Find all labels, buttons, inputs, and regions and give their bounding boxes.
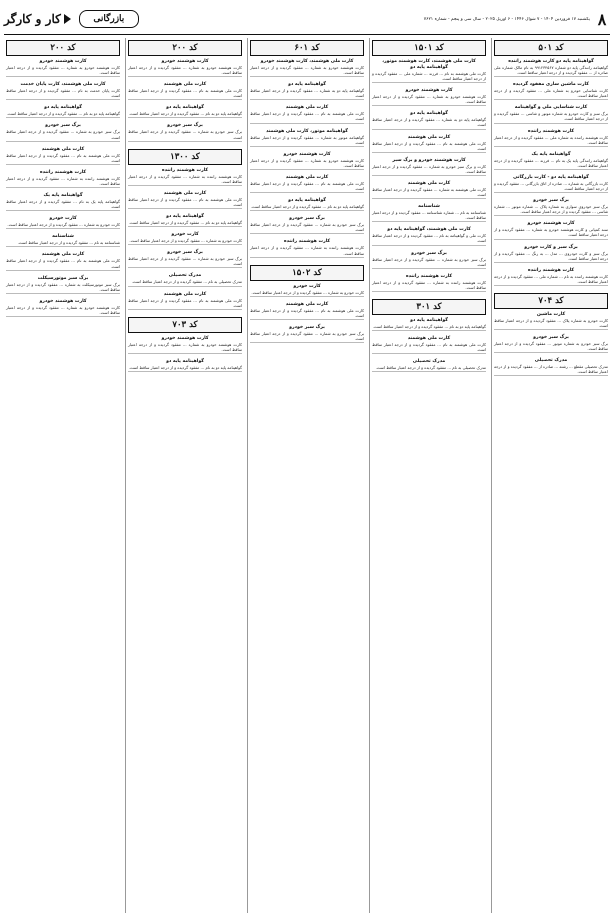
ad-title: برگ سبز خودرو bbox=[533, 335, 569, 341]
ad-body: برگ سبز خودرو به شماره ... مفقود گردیده و از درجه اعتبار ساقط است. bbox=[250, 330, 364, 341]
ad-body: مدرک تحصیلی به نام ... مفقود گردیده و از درجه اعتبار ساقط است. bbox=[375, 365, 486, 371]
category-code-box: کد ۶۰۱ bbox=[250, 40, 364, 56]
ad-divider bbox=[250, 319, 364, 320]
ad-body: گواهینامه پایه دو به نام ... مفقود گردیده و از درجه اعتبار ساقط است. bbox=[250, 204, 364, 210]
category-code-box: کد ۱۳۰۰ bbox=[128, 149, 242, 165]
ad-title: کارت ملی هوشمند bbox=[285, 301, 329, 307]
ad-title: برگ سبز خودرو bbox=[411, 250, 447, 256]
ad-title: کارت ملی هوشمند bbox=[163, 82, 207, 88]
classified-ad bbox=[6, 234, 120, 249]
ad-body: کارت هوشمند خودرو به شماره ... مفقود گردیده و از درجه اعتبار ساقط است. bbox=[128, 65, 242, 76]
ad-body: کارت هوشمند خودرو به شماره ... مفقود گردیده و از درجه اعتبار ساقط است. bbox=[128, 341, 242, 352]
ad-divider bbox=[250, 76, 364, 77]
classified-ad bbox=[6, 147, 120, 167]
ad-divider bbox=[250, 146, 364, 147]
ad-title: گواهینامه پایه دو bbox=[410, 317, 448, 323]
ad-body: کارت هوشمند خودرو به شماره ... مفقود گردیده و از درجه اعتبار ساقط است. bbox=[6, 65, 120, 76]
classified-ad bbox=[494, 335, 608, 355]
classified-ad bbox=[128, 250, 242, 270]
classified-ad bbox=[128, 214, 242, 229]
ad-title: برگ سبز خودرو bbox=[167, 250, 203, 256]
ad-divider bbox=[250, 257, 364, 258]
ad-body: کارت هوشمند خودرو به شماره ... مفقود گردیده و از درجه اعتبار ساقط است. bbox=[250, 157, 364, 168]
ad-title: گواهینامه پایه دو کارت هوشمند راننده bbox=[508, 59, 594, 64]
ad-title: گواهینامه پایه دو - کارت بازرگانی bbox=[513, 174, 589, 180]
ad-body: گواهینامه پایه یک به نام ... مفقود گردیده و از درجه اعتبار ساقط است. bbox=[6, 199, 120, 210]
ad-title: کارت هوشمند راننده bbox=[39, 169, 87, 175]
classified-ad bbox=[6, 299, 120, 319]
ad-divider bbox=[250, 342, 364, 343]
classified-ad bbox=[6, 216, 120, 231]
date-line: یکشنبه ۱۷ فروردین ۱۴۰۴ - ۷ شوال ۱۴۴۶ - ۶ آوریل ۲۰۲۵ - سال سی و پنجم - شماره ۷۶۲۱ bbox=[423, 16, 590, 22]
ad-divider bbox=[494, 329, 608, 330]
category-code-box: کد ۲۰۰ bbox=[128, 40, 242, 56]
ad-body: کارت ملی و گواهینامه به نام ... مفقود گردیده و از درجه اعتبار ساقط است. bbox=[372, 233, 486, 244]
ad-divider bbox=[250, 169, 364, 170]
ad-divider bbox=[128, 117, 242, 118]
ad-title: کارت هوشمند خودرو bbox=[527, 221, 575, 227]
ad-divider bbox=[372, 152, 486, 153]
ad-divider bbox=[6, 210, 120, 211]
ad-title: کارت هوشمند خودرو و برگ سبز bbox=[392, 157, 466, 163]
classified-ad bbox=[6, 252, 120, 272]
ad-body: کارت ملی هوشمند به شماره ... مفقود گردیده و از درجه اعتبار ساقط است. bbox=[372, 186, 486, 198]
classified-ad bbox=[128, 59, 242, 79]
ad-divider bbox=[6, 270, 120, 271]
classified-ad bbox=[372, 59, 486, 85]
ad-body: گواهینامه پایه دو به نام ... مفقود گردیده و از درجه اعتبار ساقط است. bbox=[372, 323, 486, 329]
ad-title: کارت ملی هوشمند bbox=[285, 105, 329, 111]
page-header bbox=[4, 4, 610, 35]
ad-title: کارت هوشمند راننده bbox=[283, 239, 331, 245]
ad-title: گواهینامه پایه دو bbox=[288, 198, 326, 204]
ad-divider bbox=[128, 141, 242, 142]
ad-title: کارت هوشمند راننده bbox=[405, 273, 453, 279]
ad-title: کارت ماشین bbox=[536, 311, 566, 317]
ad-body: کارت ملی هوشمند به نام ... مفقود گردیده و از درجه اعتبار ساقط است. bbox=[6, 152, 120, 163]
classified-ad bbox=[128, 191, 242, 211]
ad-title: گواهینامه پایه دو bbox=[410, 111, 448, 117]
ad-title: مدرک تحصیلی bbox=[168, 273, 202, 279]
classified-ad bbox=[372, 336, 486, 356]
classified-ad bbox=[6, 193, 120, 213]
ad-title: کارت هوشمند خودرو bbox=[405, 88, 453, 94]
ad-title: گواهینامه پایه یک bbox=[531, 151, 571, 157]
ad-body: کارت هوشمند راننده به شماره ... مفقود گردیده و از درجه اعتبار ساقط است. bbox=[250, 245, 364, 256]
ad-divider bbox=[6, 293, 120, 294]
category-code-box: کد ۱۵۰۲ bbox=[250, 265, 364, 281]
ad-body: برگ سبز و کارت خودروی ... مدل ... به رنگ ... مفقود گردیده و از درجه اعتبار ساقط است. bbox=[494, 250, 608, 261]
category-code-box: کد ۲۰۰ bbox=[6, 40, 120, 56]
ad-divider bbox=[372, 82, 486, 83]
ad-divider bbox=[372, 221, 486, 222]
ad-body: کارت هوشمند راننده به شماره ملی ... مفقود گردیده و از درجه اعتبار ساقط است. bbox=[494, 134, 608, 145]
ad-body: گواهینامه پایه دو به نام ... مفقود گردیده و از درجه اعتبار ساقط است. bbox=[128, 364, 242, 370]
page-number: ۸ bbox=[597, 9, 607, 29]
ad-title: کارت ملی هوشمند bbox=[407, 335, 451, 341]
ad-divider bbox=[128, 371, 242, 372]
category-code-box: کد ۱۵۰۱ bbox=[372, 40, 486, 56]
ad-title: کارت ملی هوشمند، کارت پایان خدمت bbox=[20, 82, 106, 88]
ad-divider bbox=[6, 187, 120, 188]
ad-title: برگ سبز خودرو bbox=[45, 123, 81, 129]
ad-divider bbox=[372, 291, 486, 292]
classified-ad bbox=[250, 129, 364, 149]
ad-body: برگ سبز خودرو به شماره ... مفقود گردیده و از درجه اعتبار ساقط است. bbox=[372, 256, 486, 267]
ad-body: کارت خودرو به شماره ... مفقود گردیده و از درجه اعتبار ساقط است. bbox=[7, 222, 120, 228]
ad-title: کارت ملی هوشمند bbox=[285, 174, 329, 180]
classified-ad bbox=[250, 239, 364, 259]
classified-ad bbox=[6, 276, 120, 296]
ad-title: شناسنامه bbox=[52, 234, 74, 240]
ad-divider bbox=[6, 141, 120, 142]
ad-body: برگ سبز خودرو به شماره ... مفقود گردیده و از درجه اعتبار ساقط است. bbox=[250, 222, 364, 233]
ad-body: کارت خودرو به شماره ... مفقود گردیده و از درجه اعتبار ساقط است. bbox=[251, 289, 364, 295]
ad-divider bbox=[6, 246, 120, 247]
ad-divider bbox=[6, 99, 120, 100]
ad-body: کارت هوشمند خودرو به شماره ... مفقود گردیده و از درجه اعتبار ساقط است. bbox=[6, 304, 120, 315]
ad-divider bbox=[494, 375, 608, 376]
category-code-box: کد ۳۰۱ bbox=[372, 299, 486, 315]
ad-body: کارت ملی هوشمند به نام ... مفقود گردیده و از درجه اعتبار ساقط است. bbox=[6, 258, 120, 269]
classified-ad bbox=[372, 111, 486, 131]
ad-body: گواهینامه رانندگی پایه یک به نام ... فرزند ... مفقود گردیده و از درجه اعتبار ساقط است. bbox=[494, 157, 608, 168]
ad-divider bbox=[250, 296, 364, 297]
ad-divider bbox=[494, 99, 608, 100]
ad-body: مدرک تحصیلی به نام ... مفقود گردیده و از درجه اعتبار ساقط است. bbox=[131, 279, 242, 285]
ad-title: کارت هوشمند خودرو bbox=[161, 59, 209, 64]
ad-body: کارت هوشمند راننده به نام ... شماره ملی ... مفقود گردیده و از درجه اعتبار ساقط است. bbox=[494, 273, 608, 284]
ad-body: کارت پایان خدمت به نام ... مفقود گردیده و از درجه اعتبار ساقط است. bbox=[6, 88, 120, 99]
category-code-box: کد ۵۰۱ bbox=[494, 40, 608, 56]
ad-divider bbox=[6, 228, 120, 229]
ad-column bbox=[4, 38, 122, 913]
ad-body: کارت ملی هوشمند به نام ... مفقود گردیده و از درجه اعتبار ساقط است. bbox=[250, 111, 364, 122]
ad-body: برگ سبز موتورسیکلت به شماره ... مفقود گردیده و از درجه اعتبار ساقط است. bbox=[6, 281, 120, 292]
ad-divider bbox=[6, 117, 120, 118]
ad-divider bbox=[372, 330, 486, 331]
ad-title: برگ سبز خودرو bbox=[289, 216, 325, 222]
classified-ad bbox=[250, 325, 364, 345]
ad-body: برگ سبز خودرو به شماره ... مفقود گردیده و از درجه اعتبار ساقط است. bbox=[128, 256, 242, 267]
ad-body: گواهینامه رانندگی پایه دو شماره ۹۹۱۲۳۴۵۶۷ به نام مالک شماره ملی صادره از ... مفقود گردیده و از درجه اعتبار ساقط است. bbox=[494, 65, 608, 76]
ad-title: کارت ملی هوشمند، گواهینامه پایه دو bbox=[387, 227, 471, 233]
ad-divider bbox=[494, 146, 608, 147]
ad-body: برگ سبز و کارت خودرو به شماره موتور و شاسی ... مفقود گردیده و از درجه اعتبار ساقط است. bbox=[494, 111, 608, 122]
ad-body: کارت هوشمند راننده به شماره ... مفقود گردیده و از درجه اعتبار ساقط است. bbox=[372, 279, 486, 290]
classified-ad bbox=[494, 358, 608, 378]
ad-column bbox=[247, 38, 366, 913]
ad-title: کارت خودرو bbox=[171, 232, 199, 238]
classified-ad bbox=[6, 123, 120, 143]
classified-ad bbox=[128, 123, 242, 143]
ad-title: برگ سبز خودرو bbox=[167, 123, 203, 129]
ad-title: کارت ملی هوشمند bbox=[163, 190, 207, 196]
ad-divider bbox=[494, 352, 608, 353]
classified-ad bbox=[6, 105, 120, 120]
ad-body: شناسنامه به نام ... شماره شناسنامه ... مفقود گردیده و از درجه اعتبار ساقط است. bbox=[372, 210, 486, 221]
ad-body: کارت هوشمند خودرو به شماره ... مفقود گردیده و از درجه اعتبار ساقط است. bbox=[372, 94, 486, 105]
ad-body: کارت ملی هوشمند به نام ... مفقود گردیده و از درجه اعتبار ساقط است. bbox=[128, 297, 242, 308]
classified-ad bbox=[494, 59, 608, 79]
ad-divider bbox=[494, 123, 608, 124]
classified-ad bbox=[128, 273, 242, 288]
ad-divider bbox=[250, 99, 364, 100]
ad-title: برگ سبز خودرو bbox=[289, 324, 325, 330]
ad-divider bbox=[494, 285, 608, 286]
classified-ad bbox=[250, 198, 364, 213]
triangle-icon bbox=[64, 14, 71, 24]
ad-body: کارت ملی هوشمند به نام ... مفقود گردیده و از درجه اعتبار ساقط است. bbox=[372, 140, 486, 151]
ad-column bbox=[125, 38, 244, 913]
classified-ad bbox=[494, 198, 608, 218]
ad-body: کارت خودرو به شماره پلاک ... مفقود گردیده و از درجه اعتبار ساقط است. bbox=[494, 317, 608, 328]
ad-divider bbox=[372, 245, 486, 246]
ad-title: کارت ماشین سازی مفقود گردیده bbox=[513, 82, 589, 88]
ad-body: گواهینامه پایه دو به نام ... مفقود گردیده و از درجه اعتبار ساقط است. bbox=[128, 111, 242, 117]
ad-column bbox=[491, 38, 610, 913]
ad-divider bbox=[250, 123, 364, 124]
ad-title: برگ سبز خودرو bbox=[533, 198, 569, 204]
ad-divider bbox=[128, 286, 242, 287]
classified-ad bbox=[128, 292, 242, 312]
ad-body: گواهینامه موتور به شماره ... مفقود گردیده و از درجه اعتبار ساقط است. bbox=[250, 134, 364, 145]
ad-body: برگ سبز خودرو به شماره ... مفقود گردیده و از درجه اعتبار ساقط است. bbox=[6, 129, 120, 140]
ad-title: کارت هوشمند خودرو bbox=[39, 298, 87, 304]
ad-divider bbox=[494, 169, 608, 170]
ad-body: کارت ملی هوشمند به نام ... مفقود گردیده و از درجه اعتبار ساقط است. bbox=[128, 88, 242, 99]
ad-body: گواهینامه پایه دو به شماره ... مفقود گردیده و از درجه اعتبار ساقط است. bbox=[372, 117, 486, 128]
ad-divider bbox=[6, 76, 120, 77]
classified-ad bbox=[372, 359, 486, 374]
ad-title: گواهینامه موتور، کارت ملی هوشمند bbox=[266, 128, 348, 134]
ad-divider bbox=[494, 192, 608, 193]
ad-divider bbox=[6, 164, 120, 165]
ad-body: گواهینامه پایه دو به شماره ... مفقود گردیده و از درجه اعتبار ساقط است. bbox=[250, 88, 364, 99]
classified-ad bbox=[372, 318, 486, 333]
classified-ad bbox=[6, 59, 120, 79]
ad-divider bbox=[372, 198, 486, 199]
ad-body: کارت هوشمند خودرو به شماره ... مفقود گردیده و از درجه اعتبار ساقط است. bbox=[250, 65, 364, 76]
ad-divider bbox=[250, 233, 364, 234]
classified-ad bbox=[494, 221, 608, 241]
ad-divider bbox=[128, 244, 242, 245]
ad-title: گواهینامه پایه دو bbox=[44, 105, 82, 111]
ad-title: شناسنامه bbox=[418, 204, 440, 210]
ad-divider bbox=[372, 268, 486, 269]
ad-title: کارت ملی هوشمند bbox=[41, 146, 85, 152]
classified-ad bbox=[128, 232, 242, 247]
classified-ad bbox=[128, 168, 242, 188]
classified-ad bbox=[250, 59, 364, 79]
ad-body: سند کمپانی و کارت هوشمند خودرو به شماره ... مفقود گردیده و از درجه اعتبار ساقط است. bbox=[494, 227, 608, 238]
ad-body: کارت ملی هوشمند به نام ... مفقود گردیده و از درجه اعتبار ساقط است. bbox=[250, 307, 364, 318]
classified-ad bbox=[372, 251, 486, 271]
ad-divider bbox=[372, 371, 486, 372]
classified-ad bbox=[372, 181, 486, 201]
ad-divider bbox=[372, 129, 486, 130]
ad-title: گواهینامه پایه دو bbox=[166, 214, 204, 220]
classified-ad bbox=[250, 284, 364, 299]
ad-body: کارت ملی هوشمند به نام ... مفقود گردیده و از درجه اعتبار ساقط است. bbox=[250, 180, 364, 192]
classified-ad bbox=[250, 216, 364, 236]
classified-ad bbox=[372, 204, 486, 224]
classified-ad bbox=[372, 274, 486, 294]
ad-body: برگ سبز خودرو به شماره ... مفقود گردیده و از درجه اعتبار ساقط است. bbox=[128, 129, 242, 140]
classified-ad bbox=[250, 82, 364, 102]
classified-ad bbox=[494, 312, 608, 332]
classified-ad bbox=[372, 227, 486, 247]
ad-divider bbox=[128, 267, 242, 268]
ad-body: کارت هوشمند راننده به شماره ... مفقود گردیده و از درجه اعتبار ساقط است. bbox=[128, 173, 242, 184]
ad-body: شناسنامه به نام ... مفقود گردیده و از درجه اعتبار ساقط است. bbox=[17, 240, 120, 246]
ad-title: برگ سبز و کارت خودرو bbox=[524, 244, 578, 250]
classified-ad bbox=[6, 82, 120, 102]
ad-title: کارت خودرو bbox=[293, 283, 321, 289]
ad-divider bbox=[494, 239, 608, 240]
ad-title: کارت ملی هوشمند bbox=[41, 252, 85, 258]
ad-body: برگ سبز خودروی سواری به شماره پلاک ... شماره موتور ... شماره شاسی ... مفقود گردیده و از درجه اعتبار ساقط است. bbox=[494, 204, 608, 215]
ad-divider bbox=[250, 192, 364, 193]
ad-body: کارت ملی هوشمند به نام ... مفقود گردیده و از درجه اعتبار ساقط است. bbox=[128, 196, 242, 207]
classified-ad bbox=[494, 105, 608, 125]
section-heading bbox=[4, 12, 71, 26]
ad-divider bbox=[128, 99, 242, 100]
ad-title: گواهینامه پایه دو bbox=[166, 358, 204, 364]
ad-body: مدرک تحصیلی مقطع ... رشته ... صادره از ... مفقود گردیده و از درجه اعتبار ساقط است. bbox=[494, 364, 608, 375]
ad-title: کارت هوشمند راننده bbox=[527, 128, 575, 134]
ad-title: کارت هوشمند راننده bbox=[527, 267, 575, 273]
ad-title: کارت ملی هوشمند، کارت هوشمند موتور، گواهینامه پایه دو bbox=[382, 59, 476, 70]
ad-body: کارت بازرگانی به شماره ... صادره از اتاق بازرگانی ... مفقود گردیده و از درجه اعتبار ساقط است. bbox=[494, 180, 608, 192]
classified-ad bbox=[494, 129, 608, 149]
ad-body: کارت شناسایی خودرو به شماره ملی ... مفقود گردیده و از درجه اعتبار ساقط است. bbox=[494, 88, 608, 99]
ad-divider bbox=[494, 215, 608, 216]
classified-ad bbox=[494, 245, 608, 265]
ad-title: کارت ملی هوشمند bbox=[163, 291, 207, 297]
classified-ad bbox=[494, 175, 608, 195]
ad-divider bbox=[128, 353, 242, 354]
ad-divider bbox=[128, 185, 242, 186]
classified-ad bbox=[128, 359, 242, 374]
ad-body: برگ سبز خودرو به شماره موتور ... مفقود گردیده و از درجه اعتبار ساقط است. bbox=[494, 341, 608, 352]
classified-ad bbox=[250, 105, 364, 125]
ad-title: کارت هوشمند خودرو bbox=[39, 59, 87, 64]
ad-divider bbox=[128, 76, 242, 77]
ad-divider bbox=[128, 226, 242, 227]
ad-body: کارت ملی هوشمند به نام ... مفقود گردیده و از درجه اعتبار ساقط است. bbox=[372, 341, 486, 353]
classified-ad bbox=[494, 268, 608, 288]
ad-body: کارت خودرو به شماره ... مفقود گردیده و از درجه اعتبار ساقط است. bbox=[129, 238, 242, 244]
category-code-box: کد ۷۰۴ bbox=[494, 293, 608, 309]
ad-title: مدرک تحصیلی bbox=[412, 359, 446, 365]
classified-ad bbox=[372, 135, 486, 155]
ad-divider bbox=[128, 208, 242, 209]
classified-ad bbox=[250, 302, 364, 322]
ad-title: گواهینامه پایه دو bbox=[166, 105, 204, 111]
classified-ad bbox=[128, 336, 242, 356]
ad-title: کارت ملی هوشمند bbox=[407, 134, 451, 140]
classified-ad bbox=[128, 105, 242, 120]
ad-title: کارت خودرو bbox=[49, 216, 77, 222]
ad-divider bbox=[372, 175, 486, 176]
ad-title: گواهینامه پایه یک bbox=[43, 193, 83, 199]
newspaper-page bbox=[4, 4, 610, 915]
ad-title: مدرک تحصیلی bbox=[534, 358, 568, 364]
ad-divider bbox=[128, 309, 242, 310]
ad-title: کارت هوشمند خودرو bbox=[161, 335, 209, 341]
ad-column bbox=[369, 38, 488, 913]
ad-title: کارت ملی هوشمند، کارت هوشمند خودرو bbox=[260, 59, 354, 64]
classified-ad bbox=[6, 170, 120, 190]
ad-title: گواهینامه پایه دو bbox=[288, 82, 326, 88]
ad-title: برگ سبز موتورسیکلت bbox=[37, 275, 89, 281]
ad-body: گواهینامه پایه دو به نام ... مفقود گردیده و از درجه اعتبار ساقط است. bbox=[6, 111, 120, 117]
ad-body: کارت ملی هوشمند به نام ... فرزند ... شماره ملی ... مفقود گردیده و از درجه اعتبار ساقط است. bbox=[372, 71, 486, 82]
ad-body: کارت هوشمند راننده به شماره ... مفقود گردیده و از درجه اعتبار ساقط است. bbox=[6, 175, 120, 186]
ad-body: گواهینامه پایه دو به نام ... مفقود گردیده و از درجه اعتبار ساقط است. bbox=[128, 220, 242, 226]
classified-ad bbox=[250, 152, 364, 172]
ad-body: کارت و برگ سبز خودرو به شماره ... مفقود گردیده و از درجه اعتبار ساقط است. bbox=[372, 163, 486, 174]
ad-divider bbox=[6, 316, 120, 317]
classified-ad bbox=[494, 82, 608, 102]
classified-ad bbox=[372, 158, 486, 178]
ad-divider bbox=[494, 76, 608, 77]
ad-columns bbox=[4, 38, 610, 913]
ad-divider bbox=[494, 262, 608, 263]
ad-title: کارت هوشمند خودرو bbox=[283, 151, 331, 157]
classified-ad bbox=[250, 175, 364, 195]
category-code-box: کد ۷۰۳ bbox=[128, 317, 242, 333]
ad-divider bbox=[372, 353, 486, 354]
classified-ad bbox=[128, 82, 242, 102]
classified-ad bbox=[372, 88, 486, 108]
ad-title: کارت شناسایی ملی و گواهینامه bbox=[514, 105, 588, 111]
ad-divider bbox=[250, 210, 364, 211]
newspaper-logo: بازرگانی bbox=[79, 10, 139, 28]
ad-title: کارت ملی هوشمند bbox=[407, 180, 451, 186]
classified-ad bbox=[494, 152, 608, 172]
ad-title: کارت هوشمند راننده bbox=[161, 167, 209, 173]
ad-divider bbox=[372, 105, 486, 106]
section-title: کار و کارگر bbox=[4, 12, 61, 26]
